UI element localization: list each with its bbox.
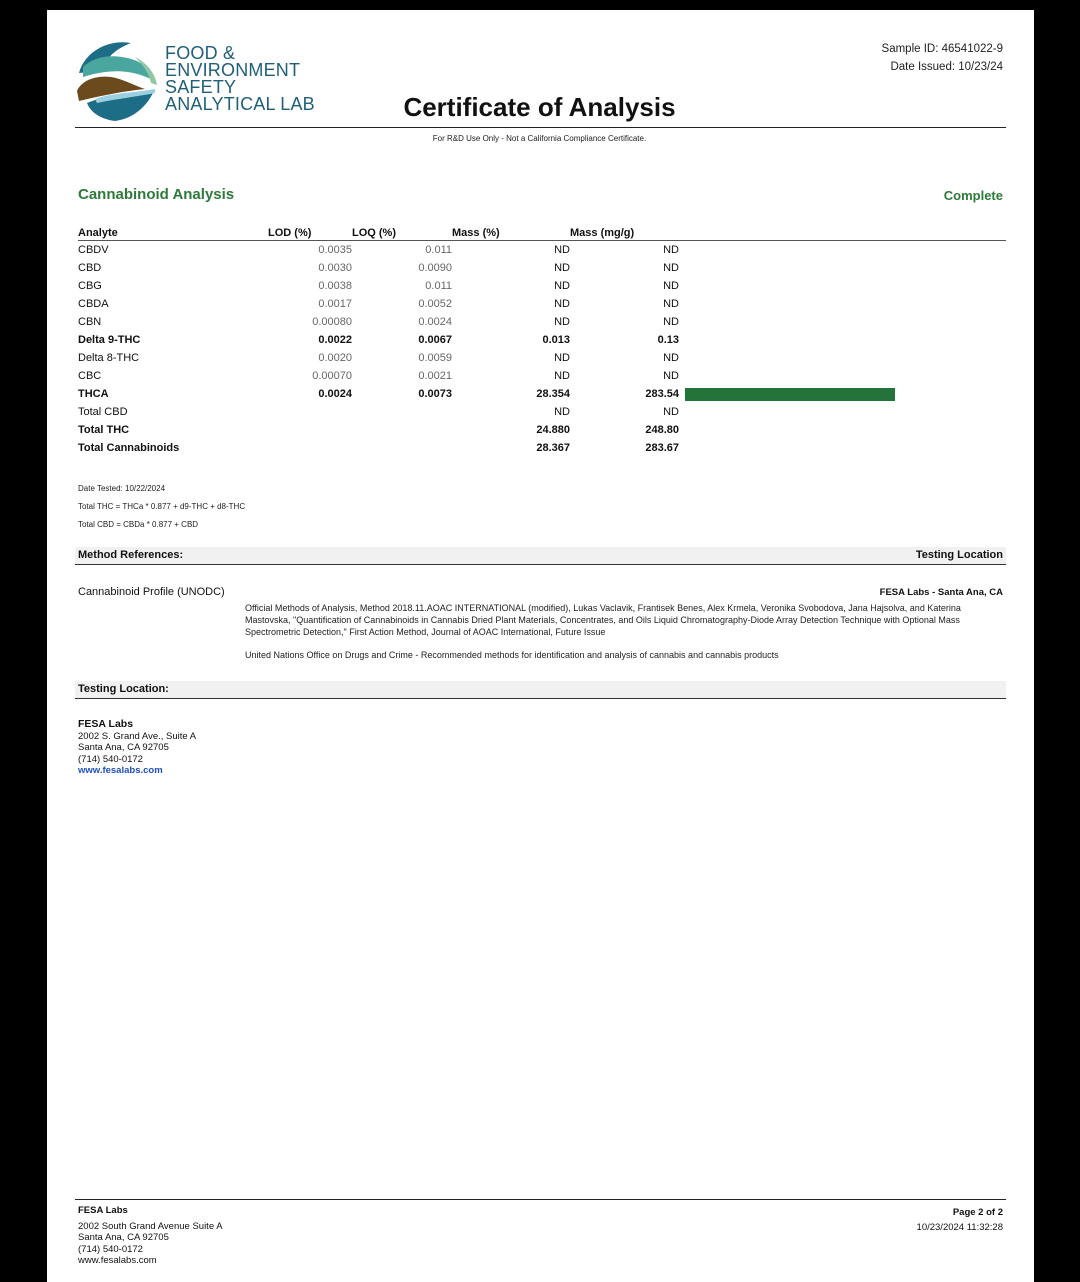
testing-location-address xyxy=(78,719,196,777)
mass-mg-cell: 283.54 xyxy=(645,388,679,400)
mass-pct-cell: 0.013 xyxy=(542,334,570,346)
lod-cell: 0.0024 xyxy=(318,388,352,400)
certificate-page xyxy=(47,10,1034,1282)
method-references-header xyxy=(75,547,1006,565)
mass-pct-cell: ND xyxy=(554,352,570,364)
loq-cell: 0.0024 xyxy=(418,316,452,328)
mass-mg-cell: ND xyxy=(663,406,679,418)
table-body xyxy=(78,241,1006,458)
analyte-cell: THCA xyxy=(78,388,109,400)
loq-cell: 0.011 xyxy=(425,280,452,292)
footer-lab-name: FESA Labs xyxy=(78,1205,128,1216)
footer-address-line: 2002 South Grand Avenue Suite A xyxy=(78,1220,223,1232)
table-row xyxy=(78,367,1006,385)
footer-divider xyxy=(75,1199,1006,1200)
table-row xyxy=(78,403,1006,421)
col-mass-pct: Mass (%) xyxy=(452,225,570,241)
mass-mg-cell: 283.67 xyxy=(645,442,679,454)
mass-mg-cell: ND xyxy=(663,316,679,328)
bar-cell xyxy=(679,295,1006,313)
mass-pct-cell: ND xyxy=(554,370,570,382)
lod-cell xyxy=(268,439,352,457)
lab-name-label: FESA Labs xyxy=(78,718,134,730)
method-references-label: Method References: xyxy=(78,549,184,561)
table-row xyxy=(78,385,1006,403)
mass-pct-cell: ND xyxy=(554,316,570,328)
footer-address-line: Santa Ana, CA 92705 xyxy=(78,1232,169,1243)
compliance-disclaimer: For R&D Use Only - Not a California Compliance Certificate. xyxy=(432,134,647,143)
lod-cell: 0.0030 xyxy=(318,262,352,274)
lab-name-line: ANALYTICAL LAB xyxy=(165,94,315,114)
lod-cell xyxy=(268,421,352,439)
table-row xyxy=(78,349,1006,367)
bar-cell xyxy=(679,367,1006,385)
mass-pct-cell: 28.354 xyxy=(536,388,570,400)
mass-pct-cell: 24.880 xyxy=(536,424,570,436)
total-cbd-formula: Total CBD = CBDa * 0.877 + CBD xyxy=(78,520,199,529)
lab-name-line: FOOD & xyxy=(165,43,236,63)
analyte-cell: Total Cannabinoids xyxy=(78,442,180,454)
mass-pct-cell: ND xyxy=(554,262,570,274)
lod-cell: 0.00080 xyxy=(312,316,352,328)
analyte-cell: Total CBD xyxy=(78,406,128,418)
analyte-cell: Delta 9-THC xyxy=(78,334,141,346)
method-name: Cannabinoid Profile (UNODC) xyxy=(78,586,225,598)
lab-name-line: SAFETY xyxy=(165,77,237,97)
bar-cell xyxy=(679,313,1006,331)
analyte-cell: CBG xyxy=(78,280,102,292)
testing-location-title: Testing Location: xyxy=(78,683,169,695)
footer-page-info xyxy=(917,1205,1003,1235)
lod-cell: 0.00070 xyxy=(312,370,352,382)
bar-cell xyxy=(679,385,1006,403)
method-reference-aoac: Official Methods of Analysis, Method 2018.11.AOAC INTERNATIONAL (modified), Lukas Vaclavik, Frantisek Benes, Alex Krmela, Veronika Svobodova, Jana Hajsolva, and Katerina Mastovska, "Quantification of Cannabinoids in Cannabis Dried Plant Materials, Concentrates, and Oils Liquid Chromatography-Diode Array Detection Technique with Optional Mass Spectrometric Detection," First Action Method, Journal of AOAC International, Future Issue xyxy=(245,603,961,637)
lod-cell: 0.0017 xyxy=(318,298,352,310)
mass-pct-cell: ND xyxy=(554,244,570,256)
page-title: Certificate of Analysis xyxy=(403,92,676,122)
lod-cell: 0.0020 xyxy=(318,352,352,364)
analyte-cell: Total THC xyxy=(78,424,130,436)
bar-cell xyxy=(679,331,1006,349)
testing-location-label: Testing Location xyxy=(915,549,1003,561)
loq-cell: 0.0052 xyxy=(418,298,452,310)
method-reference-unodc: United Nations Office on Drugs and Crime - Recommended methods for identification and analysis of cannabis and cannabis products xyxy=(245,650,779,660)
sample-id: Sample ID: 46541022-9 xyxy=(881,43,1003,55)
mass-mg-cell: ND xyxy=(663,244,679,256)
mass-pct-cell: ND xyxy=(554,406,570,418)
concentration-bar xyxy=(685,388,895,401)
method-location: FESA Labs - Santa Ana, CA xyxy=(879,587,1003,598)
date-tested: Date Tested: 10/22/2024 xyxy=(78,484,166,493)
table-row xyxy=(78,421,1006,439)
cannabinoid-table xyxy=(78,225,1006,457)
mass-pct-cell: 28.367 xyxy=(536,442,570,454)
address-line: 2002 S. Grand Ave., Suite A xyxy=(78,730,197,742)
bar-cell xyxy=(679,403,1006,421)
table-row xyxy=(78,331,1006,349)
analyte-cell: CBD xyxy=(78,262,102,274)
loq-cell: 0.0067 xyxy=(418,334,452,346)
address-line: Santa Ana, CA 92705 xyxy=(78,742,169,753)
print-timestamp: 10/23/2024 11:32:28 xyxy=(916,1222,1003,1233)
mass-pct-cell: ND xyxy=(554,280,570,292)
bar-cell xyxy=(679,421,1006,439)
col-analyte: Analyte xyxy=(78,225,268,241)
website-link[interactable]: www.fesalabs.com xyxy=(78,765,163,776)
bar-cell xyxy=(679,349,1006,367)
loq-cell: 0.0090 xyxy=(418,262,452,274)
lod-cell: 0.0038 xyxy=(318,280,352,292)
header-divider xyxy=(75,127,1006,128)
loq-cell xyxy=(352,439,452,457)
footer-phone: (714) 540-0172 xyxy=(78,1243,143,1255)
mass-mg-cell: ND xyxy=(663,298,679,310)
loq-cell: 0.0073 xyxy=(418,388,452,400)
loq-cell xyxy=(352,421,452,439)
table-header-row xyxy=(78,225,1006,241)
table-row xyxy=(78,295,1006,313)
loq-cell: 0.0021 xyxy=(418,370,452,382)
mass-mg-cell: 0.13 xyxy=(657,334,679,346)
mass-mg-cell: ND xyxy=(663,352,679,364)
analysis-notes xyxy=(78,480,245,534)
lab-name-line: ENVIRONMENT xyxy=(165,60,301,80)
date-issued: Date Issued: 10/23/24 xyxy=(890,61,1003,73)
bar-cell xyxy=(679,439,1006,457)
phone-number: (714) 540-0172 xyxy=(78,753,143,765)
status-badge: Complete xyxy=(943,188,1003,203)
mass-mg-cell: ND xyxy=(663,280,679,292)
mass-mg-cell: ND xyxy=(663,370,679,382)
loq-cell xyxy=(352,403,452,421)
loq-cell: 0.011 xyxy=(425,244,452,256)
page-number: Page 2 of 2 xyxy=(952,1207,1003,1218)
lod-cell xyxy=(268,403,352,421)
analyte-cell: CBC xyxy=(78,370,102,382)
analyte-cell: CBDA xyxy=(78,298,109,310)
section-title: Cannabinoid Analysis xyxy=(78,186,235,203)
mass-pct-cell: ND xyxy=(554,298,570,310)
table-row xyxy=(78,241,1006,260)
loq-cell: 0.0059 xyxy=(418,352,452,364)
table-row xyxy=(78,439,1006,457)
col-mass-mg: Mass (mg/g) xyxy=(570,225,679,241)
analyte-cell: CBDV xyxy=(78,244,109,256)
analyte-cell: Delta 8-THC xyxy=(78,352,140,364)
table-row xyxy=(78,313,1006,331)
footer-address xyxy=(78,1205,223,1267)
bar-cell xyxy=(679,277,1006,295)
mass-mg-cell: ND xyxy=(663,262,679,274)
lod-cell: 0.0022 xyxy=(318,334,352,346)
analyte-cell: CBN xyxy=(78,316,102,328)
total-thc-formula: Total THC = THCa * 0.877 + d9-THC + d8-THC xyxy=(78,502,246,511)
lod-cell: 0.0035 xyxy=(318,244,352,256)
testing-location-header xyxy=(75,681,1006,699)
footer-website: www.fesalabs.com xyxy=(78,1255,157,1266)
table-row xyxy=(78,277,1006,295)
bar-cell xyxy=(679,259,1006,277)
mass-mg-cell: 248.80 xyxy=(645,424,679,436)
col-lod: LOD (%) xyxy=(268,225,352,241)
col-loq: LOQ (%) xyxy=(352,225,452,241)
sample-info xyxy=(882,40,1003,76)
bar-cell xyxy=(679,241,1006,260)
table-row xyxy=(78,259,1006,277)
col-bar xyxy=(679,225,1006,241)
